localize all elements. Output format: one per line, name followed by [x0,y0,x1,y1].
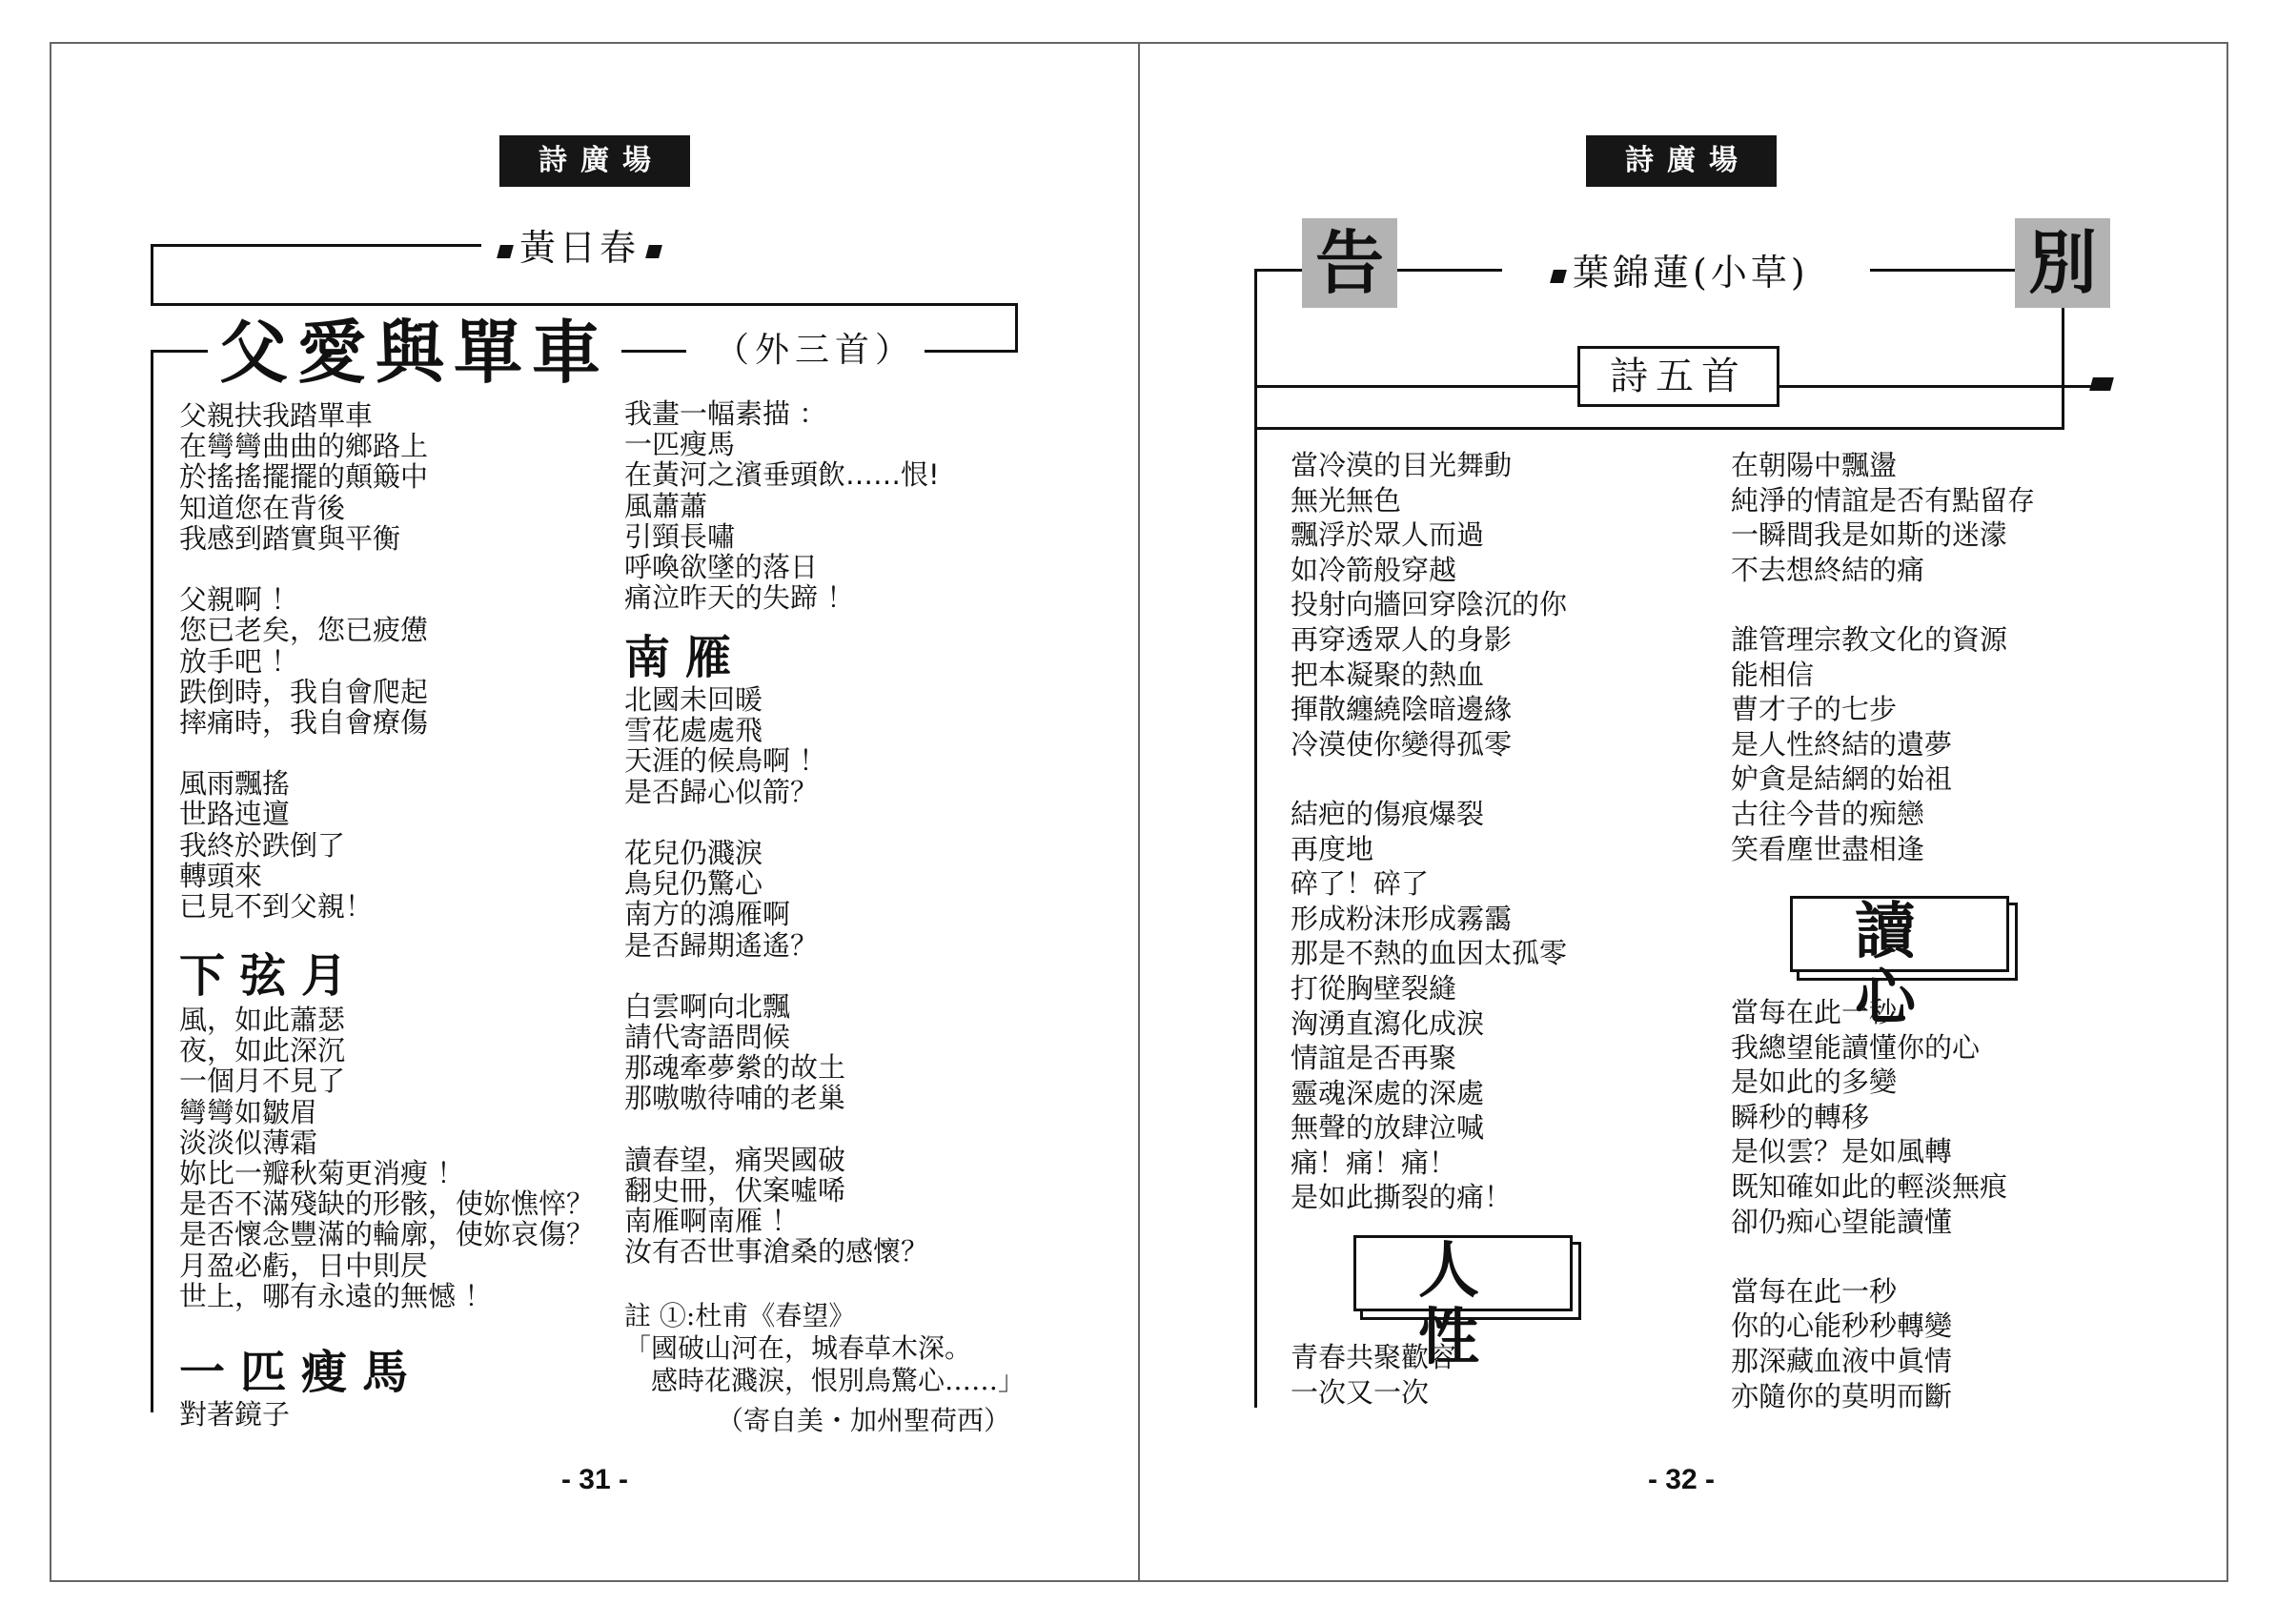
author-bracket-left [151,244,153,303]
poem-line: 冷漠使你變得孤零 [1291,727,1513,761]
poem-line: 再度地 [1291,832,1374,865]
poem-line: 打從胸壁裂縫 [1291,971,1457,1005]
poem-line: 是如此的多變 [1731,1066,1898,1099]
signature-line: （寄自美・加州聖荷西） [717,1405,1011,1436]
poem-line: 揮散纏繞陰暗邊緣 [1291,693,1513,726]
footnote-line: 「國破山河在，城春草木深。 [624,1332,972,1364]
poem-subtitle: （外三首） [705,330,925,372]
poem-line: 摔痛時，我自會療傷 [179,705,429,739]
poem-line: 在黃河之濱垂頭飲……恨! [624,458,940,492]
poem-line: 翻史冊，伏案噓唏 [624,1174,846,1207]
poem-line: 亦隨你的莫明而斷 [1731,1379,1953,1412]
poem-title-south-goose: 南雁 [624,631,747,684]
poem-line: 誰管理宗教文化的資源 [1731,622,2008,656]
title-bracket-right [1015,303,1018,353]
poem-line: 痛泣昨天的失蹄 ！ [624,581,855,615]
subtitle-rule-bottom [1254,427,2064,430]
poem-line: 知道您在背後 [179,491,346,524]
poem-line: 當冷漠的目光舞動 [1291,449,1513,481]
poem-line: 對著鏡子 [179,1398,291,1431]
stanza-gap [179,554,428,584]
stanza-gap [624,807,928,838]
page-number-right: - 32 - [1647,1464,1716,1495]
poem-line: 汝有否世事滄桑的感懷？ [624,1235,929,1269]
poem-line: 天涯的候鳥啊 ！ [624,744,827,778]
poem-line: 當每在此一秒 [1731,996,1898,1028]
poem-line: 你的心能秒秒轉變 [1731,1309,1953,1343]
poem-title-waning-moon: 下弦月 [179,949,363,1003]
poem-line: 情誼是否再聚 [1291,1042,1457,1075]
poem-line: 無光無色 [1291,483,1402,517]
title-rule-right-end [915,350,1018,353]
poem-reading-heart [1731,995,2007,1413]
poem-line: 是似雲？是如風轉 [1731,1135,1953,1168]
poem-line: 在彎彎曲曲的鄉路上 [179,430,429,463]
poem-line: 是否歸心似箭？ [624,775,819,808]
poem-line: 再穿透眾人的身影 [1291,622,1513,656]
poem-father-bicycle [179,400,428,922]
poem-line: 雪花處處飛 [624,714,763,747]
poem-line: 形成粉沫形成霧靄 [1291,902,1513,935]
poem-line: 那嗷嗷待哺的老巢 [624,1082,846,1115]
title-rule-left [151,350,208,353]
poem-line: 能相信 [1731,658,1815,691]
poem-line: 南方的鴻雁啊 [624,898,791,931]
poem-line: 把本凝聚的熱血 [1291,658,1485,691]
author-name-left: 黃日春 [481,225,678,271]
poem-line: 是否懷念豐滿的輪廓，使妳哀傷？ [179,1218,595,1251]
poem-thin-horse-start [179,1399,290,1430]
poem-line: 轉頭來 [179,859,263,892]
poem-line: 夜，如此深沉 [179,1034,346,1067]
poem-line: 古往今昔的痴戀 [1731,797,1925,830]
right-bracket-vertical [2062,308,2064,430]
poem-line: 曹才子的七步 [1731,693,1898,726]
poem-line: 妳比一瓣秋菊更消瘦 ！ [179,1156,465,1189]
stanza-gap [179,738,428,768]
poem-line: 是否歸期遙遙？ [624,928,819,962]
poem-line: 跌倒時，我自會爬起 [179,675,429,708]
poem-south-goose [624,684,928,1268]
poem-line: 彎彎如皺眉 [179,1095,318,1128]
poem-human-nature-start [1291,1340,1456,1410]
poem-line: 是如此撕裂的痛！ [1291,1181,1513,1214]
stanza-gap [624,1114,928,1145]
poem-line: 我感到踏實與平衡 [179,521,401,555]
poem-line: 無聲的放肆泣喊 [1291,1111,1485,1145]
section-badge-left: 詩廣場 [499,135,690,187]
poem-line: 鳥兒仍驚心 [624,867,763,901]
stanza-gap [1731,587,2035,622]
grey-char-right: 別 [2015,218,2110,308]
poem-line: 花兒仍濺淚 [624,836,763,869]
page-number-left: - 31 - [560,1464,629,1495]
poem-line: 是人性終結的遺夢 [1731,727,1953,761]
poem-line: 結疤的傷痕爆裂 [1291,797,1485,830]
poem-line: 呼喚欲墜的落日 [624,550,819,583]
poem-title-thin-horse: 一匹瘦馬 [179,1346,424,1399]
poem-line: 妒貪是結網的始祖 [1731,762,1953,796]
poem-line: 白雲啊向北飄 [624,989,791,1023]
footnote [624,1300,1025,1397]
poem-line: 南雁啊南雁 ！ [624,1205,800,1238]
poem-line: 一匹瘦馬 [624,428,736,461]
stanza-gap [1291,761,1567,797]
poem-line: 淡淡似薄霜 [179,1126,318,1159]
poem-line: 是否不滿殘缺的形骸，使妳憔悴？ [179,1188,595,1221]
poem-line: 如冷箭般穿越 [1291,553,1457,586]
poem-line: 在朝陽中飄盪 [1731,449,1898,481]
poem-line: 洶湧直瀉化成淚 [1291,1006,1485,1040]
square-marker [2089,377,2114,391]
poem-line: 放手吧 ！ [179,644,299,678]
right-rule-left [1397,269,1502,272]
poem-line: 瞬秒的轉移 [1731,1100,1870,1133]
grey-char-left: 告 [1302,218,1397,308]
poem-line: 已見不到父親！ [179,890,374,923]
poem-line: 純淨的情誼是否有點留存 [1731,483,2036,517]
poem-farewell [1291,448,1567,1215]
poem-line: 碎了！碎了 [1291,867,1430,901]
right-rule-right [1870,269,2015,272]
poem-line: 我終於跌倒了 [179,828,346,862]
poem-human-nature-cont [1731,448,2035,866]
poem-line: 一瞬間我是如斯的迷濛 [1731,518,2008,552]
poem-line: 讀春望，痛哭國破 [624,1143,846,1176]
poem-line: 請代寄語問候 [624,1021,791,1054]
poem-line: 北國未回暖 [624,683,763,716]
left-margin-rule [151,350,153,1412]
poem-line: 我畫一幅素描 ： [624,397,827,430]
title-rule-top [151,303,1018,306]
spine-divider [1138,42,1140,1582]
poem-title-main: 父愛與單車 [208,315,621,391]
poem-line: 飄浮於眾人而過 [1291,518,1485,552]
poem-line: 月盈必虧，日中則昃 [179,1248,429,1282]
poem-line: 您已老矣，您已疲憊 [179,614,429,647]
poem-line: 那魂牽夢縈的故土 [624,1051,846,1085]
right-rule-left-stub [1254,269,1302,272]
poem-line: 風蕭蕭 [624,489,708,522]
author-name-right: 葉錦蓮(小草) [1535,250,1819,295]
poem-title-reading-heart: 讀心 [1790,896,2009,972]
poem-line: 青春共聚歡容 [1291,1341,1457,1373]
poem-title-human-nature: 人性 [1353,1235,1573,1311]
stanza-gap [1731,1239,2007,1274]
poem-line: 一次又一次 [1291,1375,1430,1409]
poem-line: 一個月不見了 [179,1065,346,1098]
poem-waning-moon [179,1005,594,1311]
poem-line: 笑看塵世盡相逢 [1731,832,1925,865]
footnote-line: 註 ①:杜甫《春望》 [624,1300,856,1331]
poem-line: 於搖搖擺擺的顛簸中 [179,460,429,494]
stanza-gap [624,961,928,991]
poem-line: 那是不熱的血因太孤零 [1291,937,1568,970]
poem-line: 靈魂深處的深處 [1291,1076,1485,1109]
subtitle-five-poems: 詩五首 [1577,346,1779,407]
poem-line: 父親啊 ！ [179,583,299,617]
section-badge-right: 詩廣場 [1586,135,1777,187]
author-rule-left [151,244,513,247]
poem-line: 卻仍痴心望能讀懂 [1731,1205,1953,1238]
poem-line: 既知確如此的輕淡無痕 [1731,1169,2008,1203]
right-margin-rule [1254,269,1257,1408]
poem-line: 世路迍邅 [179,798,291,831]
poem-line: 父親扶我踏單車 [179,399,374,432]
poem-line: 那深藏血液中眞情 [1731,1344,1953,1377]
poem-line: 痛！痛！痛！ [1291,1146,1457,1179]
footnote-line: 感時花濺淚，恨別鳥驚心……」 [624,1365,1026,1396]
poem-line: 投射向牆回穿陰沉的你 [1291,588,1568,621]
poem-line: 不去想終結的痛 [1731,553,1925,586]
poem-line: 當每在此一秒 [1731,1274,1898,1308]
poem-line: 世上，哪有永遠的無憾 ！ [179,1279,493,1312]
poem-line: 引頸長嘯 [624,519,736,553]
poem-line: 風，如此蕭瑟 [179,1004,346,1036]
poem-line: 風雨飄搖 [179,767,291,801]
poem-line: 我總望能讀懂你的心 [1731,1030,1981,1064]
poem-thin-horse-cont [624,398,940,613]
